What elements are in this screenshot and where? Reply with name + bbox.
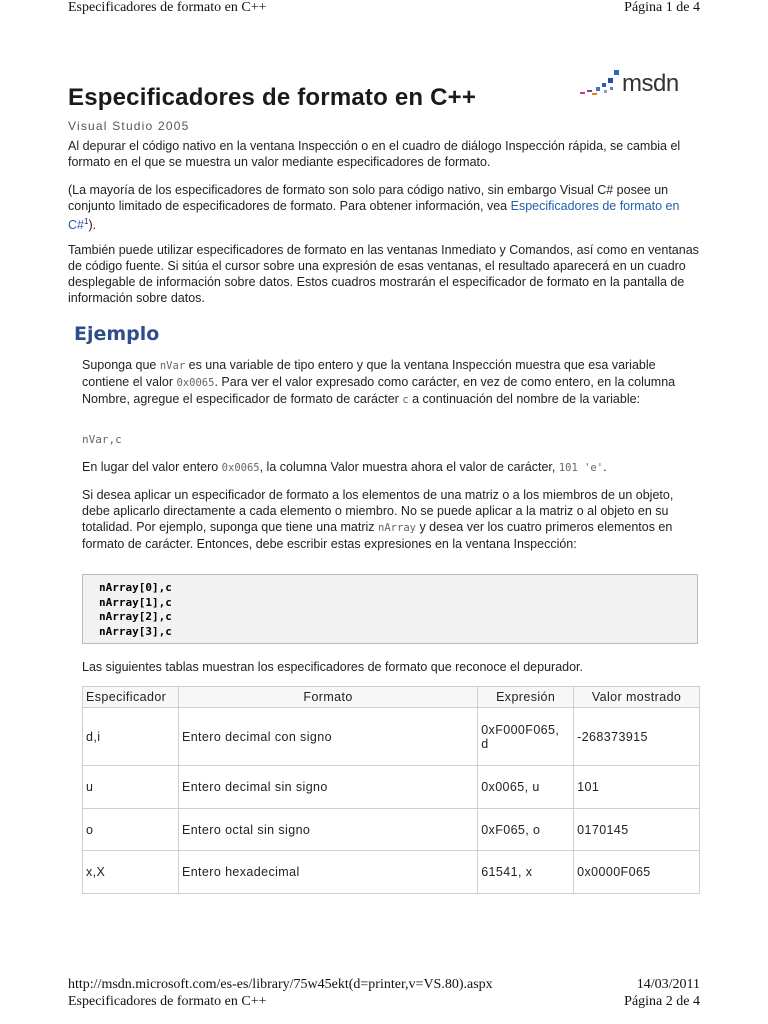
table-cell: 101 — [574, 766, 700, 809]
table-cell: 0170145 — [574, 809, 700, 851]
column-header: Expresión — [478, 687, 574, 708]
text: En lugar del valor entero — [82, 460, 222, 474]
table-cell: 0xF000F065, d — [478, 708, 574, 766]
inline-code: nVar — [159, 360, 186, 372]
table-cell: o — [83, 809, 179, 851]
text: y desea ver los cuatro primeros elementos en formato de carácter. Entonces, debe escribir estas expresiones en la ventana Inspección: — [82, 520, 673, 551]
inline-code: nArray — [378, 522, 416, 534]
table-cell: Entero decimal sin signo — [178, 766, 477, 809]
example-paragraph-2 — [82, 459, 698, 476]
example-paragraph-3 — [82, 487, 698, 552]
text: Si desea aplicar un especificador de formato a los elementos de una matriz o a los miembros de un objeto, debe aplicarlo directamente a cada elemento o miembro. No se puede aplicar a la matriz o al objeto en su totalidad. Por ejemplo, suponga que tiene una matriz — [82, 488, 674, 534]
table-cell: 0xF065, o — [478, 809, 574, 851]
csharp-format-specifiers-link[interactable]: Especificadores de formato en C# — [68, 199, 680, 233]
csharp-note-paragraph — [68, 182, 700, 233]
tables-intro-paragraph: Las siguientes tablas muestran los especificadores de formato que reconoce el depurador. — [82, 660, 583, 674]
table-cell: 0x0000F065 — [574, 851, 700, 894]
print-header-page: Página 1 de 4 — [624, 0, 700, 15]
code-block-line: nArray[3],c — [99, 624, 172, 638]
text: . Para ver el valor expresado como carácter, en vez de como entero, en la columna Nombre, agregue el especificador de formato de carácter — [82, 375, 676, 406]
text: es una variable de tipo entero y que la ventana Inspección muestra que esa variable contiene el valor — [82, 358, 656, 389]
text: . — [603, 460, 607, 474]
link-footnote-number: 1 — [83, 217, 89, 226]
csharp-note-text: (La mayoría de los especificadores de formato son solo para código nativo, sin embargo Visual C# posee un conjunto limitado de especificadores de formato. Para obtener información, vea — [68, 183, 669, 213]
table-row — [83, 851, 700, 894]
text: Suponga que — [82, 358, 160, 372]
msdn-logo — [578, 66, 698, 106]
section-heading-example: Ejemplo — [74, 323, 160, 345]
table-cell: d,i — [83, 708, 179, 766]
page-subtitle: Visual Studio 2005 — [68, 119, 190, 133]
table-row — [83, 708, 700, 766]
print-footer-date: 14/03/2011 — [636, 977, 700, 992]
text: a continuación del nombre de la variable: — [408, 392, 641, 406]
msdn-logo-icon — [578, 66, 624, 106]
windows-paragraph: También puede utilizar especificadores de formato en las ventanas Inmediato y Comandos, así como en ventanas de código fuente. Si sitúa el cursor sobre una expresión de esas ventanas, el resultado aparecerá en un cuadro desplegable de información sobre datos. Estos cuadros mostrarán el especificador de formato en la pantalla de información sobre datos. — [68, 243, 699, 305]
table-cell: Entero octal sin signo — [178, 809, 477, 851]
table-cell: u — [83, 766, 179, 809]
table-cell: x,X — [83, 851, 179, 894]
code-block-line: nArray[2],c — [99, 610, 172, 623]
table-cell: -268373915 — [574, 708, 700, 766]
intro-paragraph: Al depurar el código nativo en la ventana Inspección o en el cuadro de diálogo Inspección rápida, se cambia el formato en el que se muestra un valor mediante especificadores de formato. — [68, 139, 681, 169]
table-cell: 61541, x — [478, 851, 574, 894]
format-specifier-table — [82, 686, 700, 894]
table-cell: Entero hexadecimal — [178, 851, 477, 894]
table-cell: 0x0065, u — [478, 766, 574, 809]
page-title: Especificadores de formato en C++ — [68, 84, 477, 111]
table-header-row — [83, 687, 700, 708]
print-footer-next-page — [68, 994, 700, 1010]
inline-code: c — [402, 394, 409, 406]
inline-code: 0x0065 — [176, 377, 215, 389]
column-header: Formato — [178, 687, 477, 708]
code-block-line: nArray[0],c — [99, 581, 172, 594]
code-block — [82, 574, 698, 644]
column-header: Especificador — [83, 687, 179, 708]
print-footer-url: http://msdn.microsoft.com/es-es/library/75w45ekt(d=printer,v=VS.80).aspx — [68, 977, 493, 992]
code-sample: nVar,c — [82, 433, 122, 446]
table-row — [83, 809, 700, 851]
column-header: Valor mostrado — [574, 687, 700, 708]
csharp-note-end: ). — [88, 218, 97, 233]
code-block-line: nArray[1],c — [99, 595, 172, 609]
print-header-title: Especificadores de formato en C++ — [68, 0, 267, 15]
inline-code: 0x0065 — [221, 462, 260, 474]
table-cell: Entero decimal con signo — [178, 708, 477, 766]
print-footer — [68, 977, 700, 993]
text: , la columna Valor muestra ahora el valor de carácter, — [259, 460, 559, 474]
print-footer-page: Página 2 de 4 — [624, 994, 700, 1009]
msdn-logo-text: msdn — [622, 70, 679, 97]
print-footer-title: Especificadores de formato en C++ — [68, 994, 267, 1009]
print-header — [68, 0, 700, 20]
table-row — [83, 766, 700, 809]
example-paragraph-1 — [82, 357, 698, 408]
inline-code: 101 'e' — [558, 462, 604, 474]
